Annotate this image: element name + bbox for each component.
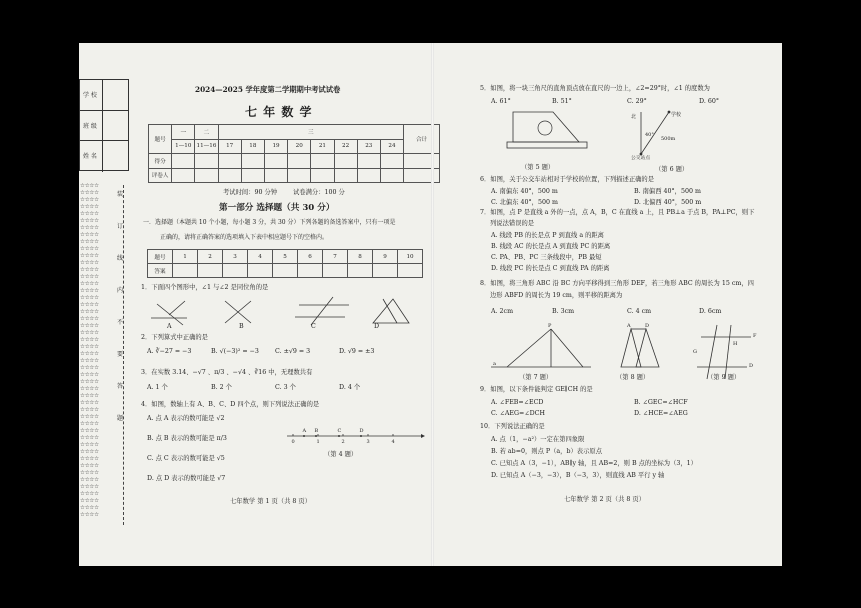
star-line: ☆☆☆☆: [80, 316, 99, 322]
answer-number-cell: 5: [273, 250, 298, 264]
question-number-cell: 20: [288, 139, 311, 154]
q9-option: A. ∠FEB=∠ECD: [491, 399, 544, 406]
star-line: ☆☆☆☆: [80, 253, 99, 259]
q8-option: B. 3cm: [552, 308, 575, 315]
grader-row-label: 评卷人: [149, 168, 172, 183]
star-line: ☆☆☆☆: [80, 435, 99, 441]
star-line: ☆☆☆☆: [80, 442, 99, 448]
answer-number-cell: 3: [223, 250, 248, 264]
seal-char: 订: [117, 223, 124, 230]
q5-figure: [507, 106, 587, 154]
axis-tick-label: 2: [341, 439, 345, 445]
q10-option: D. 已知点 A（−3，−3），B（−3，3），则直线 AB 平行 y 轴: [491, 472, 665, 479]
group-3: 三: [218, 125, 404, 140]
star-line: ☆☆☆☆: [80, 330, 99, 336]
star-line: ☆☆☆☆: [80, 260, 99, 266]
question-10: 10．下列说法正确的是: [480, 423, 545, 430]
question-number-cell: 11—16: [195, 139, 218, 154]
answer-number-cell: 8: [348, 250, 373, 264]
star-line: ☆☆☆☆: [80, 323, 99, 329]
star-line: ☆☆☆☆: [80, 337, 99, 343]
axis-tick-label: 0: [291, 439, 295, 445]
star-line: ☆☆☆☆: [80, 491, 99, 497]
q1-option: D: [374, 323, 380, 330]
question-7-cont: 列说法错误的是: [490, 220, 535, 227]
q1-option: A: [167, 323, 172, 330]
q8-figure-caption: （第 8 题）: [616, 374, 650, 381]
part1-instruction: 一．选择题（本题共 10 个小题，每小题 3 分，共 30 分）下列各题的备选答案中，只有一项是: [143, 219, 396, 226]
axis-tick-label: 1: [316, 439, 320, 445]
question-number-cell: 22: [334, 139, 357, 154]
q5-figure-caption: （第 5 题）: [521, 164, 555, 171]
question-number-cell: 24: [380, 139, 403, 154]
question-1: 1．下面四个图形中，∠1 与∠2 是同位角的是: [141, 284, 269, 291]
question-9: 9．如图，以下条件能判定 GE∥CH 的是: [480, 386, 593, 393]
question-2: 2．下列算式中正确的是: [141, 334, 208, 341]
seal-char: 线: [117, 255, 124, 262]
seal-char: 要: [117, 351, 124, 358]
page-fold: [431, 43, 434, 566]
exam-title: 2024—2025 学年度第二学期期中考试试卷: [195, 85, 341, 94]
q10-option: A. 点（1，−a²）一定在第四象限: [491, 436, 585, 443]
star-line: ☆☆☆☆: [80, 246, 99, 252]
q6-figure: [629, 106, 709, 158]
full-score: 试卷满分：100 分: [293, 189, 345, 196]
q7-q8-q9-figures: [491, 323, 771, 381]
q8-option: D. 6cm: [699, 308, 722, 315]
question-3: 3．在实数 3.14、−√7 、π/3 、−√4 、∛16 中，无理数共有: [141, 369, 313, 376]
score-row-label: 得分: [149, 154, 172, 169]
star-line: ☆☆☆☆: [80, 302, 99, 308]
star-line: ☆☆☆☆: [80, 393, 99, 399]
q10-option: B. 若 ab=0，则点 P（a，b）表示原点: [491, 448, 602, 455]
q4-figure-caption: （第 4 题）: [324, 451, 358, 458]
q9-option: D. ∠HCE=∠AEG: [634, 410, 688, 417]
exam-paper-photo: [79, 43, 782, 566]
star-line: ☆☆☆☆: [80, 505, 99, 511]
seal-char: 装: [117, 191, 124, 198]
star-line: ☆☆☆☆: [80, 414, 99, 420]
question-8-cont: 边形 ABFD 的周长为 19 cm，则平移的距离为: [490, 292, 623, 299]
answer-number-cell: 4: [248, 250, 273, 264]
star-line: ☆☆☆☆: [80, 484, 99, 490]
school-label: 学 校: [83, 92, 97, 99]
q6-option: B. 南偏西 40°，500 m: [634, 188, 701, 195]
subject-title: 七 年 数 学: [245, 105, 313, 119]
star-line: ☆☆☆☆: [80, 267, 99, 273]
svg-text:A: A: [627, 323, 631, 329]
question-7: 7．如图，点 P 是直线 a 外的一点，点 A，B，C 在直线 a 上，且 PB⊥a 于点 B，PA⊥PC，则下: [480, 209, 755, 216]
svg-text:a: a: [493, 361, 496, 367]
q9-option: C. ∠AEG=∠DCH: [491, 410, 545, 417]
q3-option: D. 4 个: [339, 384, 361, 391]
q5-option: D. 60°: [699, 98, 719, 105]
q2-option: C. ±√9 = 3: [275, 348, 311, 355]
star-line: ☆☆☆☆: [80, 498, 99, 504]
seal-char: 不: [117, 319, 124, 326]
part1-heading: 第一部分 选择题（共 30 分）: [219, 203, 335, 213]
q9-figure-caption: （第 9 题）: [707, 374, 741, 381]
star-line: ☆☆☆☆: [80, 463, 99, 469]
star-line: ☆☆☆☆: [80, 449, 99, 455]
q3-option: A. 1 个: [147, 384, 168, 391]
q2-option: B. √(−3)² = −3: [211, 348, 259, 355]
star-line: ☆☆☆☆: [80, 372, 99, 378]
svg-text:D: D: [749, 363, 754, 369]
star-line: ☆☆☆☆: [80, 400, 99, 406]
part1-instruction-2: 正确的，请将正确答案的选项填入下表中相应题号下的空格内。: [160, 234, 329, 241]
q5-option: A. 61°: [491, 98, 511, 105]
q8-option: A. 2cm: [491, 308, 514, 315]
star-line: ☆☆☆☆: [80, 477, 99, 483]
angle-label: 40°: [645, 132, 654, 138]
q7-option: C. PA、PB、PC 三条线段中，PB 最短: [491, 254, 602, 261]
svg-text:H: H: [733, 341, 738, 347]
question-number-cell: 1—10: [172, 139, 195, 154]
star-line: ☆☆☆☆: [80, 211, 99, 217]
seal-char: 答: [117, 383, 124, 390]
answer-number-cell: 9: [373, 250, 398, 264]
question-5: 5．如图，将一块三角尺的直角顶点放在直尺的一边上，∠2=29°时，∠1 的度数为: [480, 85, 710, 92]
star-line: ☆☆☆☆: [80, 386, 99, 392]
q4-option: B. 点 B 表示的数可能是 π/3: [147, 435, 227, 442]
axis-point-label: C: [337, 428, 342, 434]
name-label: 姓 名: [83, 153, 97, 161]
group-1: 一: [172, 125, 195, 140]
star-line: ☆☆☆☆: [80, 309, 99, 315]
answer-table: [147, 249, 423, 278]
group-2: 二: [195, 125, 218, 140]
class-label: 班 级: [83, 122, 97, 130]
star-line: ☆☆☆☆: [80, 204, 99, 210]
student-info-box: [79, 79, 129, 171]
q2-option: A. ∛−27 = −3: [147, 348, 192, 355]
page-1-footer: 七年数学 第 1 页（共 8 页）: [230, 498, 311, 505]
page-2-footer: 七年数学 第 2 页（共 8 页）: [564, 496, 645, 503]
q3-option: C. 3 个: [275, 384, 296, 391]
q6-figure-caption: （第 6 题）: [655, 166, 689, 173]
answer-number-cell: 7: [323, 250, 348, 264]
question-number-cell: 19: [264, 139, 287, 154]
star-line: ☆☆☆☆: [80, 197, 99, 203]
answer-number-cell: 6: [298, 250, 323, 264]
q4-option: A. 点 A 表示的数可能是 √2: [147, 415, 225, 422]
q3-option: B. 2 个: [211, 384, 232, 391]
axis-point: [303, 435, 305, 437]
axis-point-label: A: [302, 428, 307, 434]
question-6: 6．如图，关于公交车站相对于学校的位置，下列描述正确的是: [480, 176, 655, 183]
q7-option: B. 线段 AC 的长是点 A 到直线 PC 的距离: [491, 243, 611, 250]
q1-option: B: [239, 323, 244, 330]
star-line: ☆☆☆☆: [80, 288, 99, 294]
q4-number-line: [285, 426, 425, 446]
question-number-cell: 18: [241, 139, 264, 154]
q4-option: C. 点 C 表示的数可能是 √5: [147, 455, 225, 462]
q5-option: B. 51°: [552, 98, 572, 105]
star-line: ☆☆☆☆: [80, 295, 99, 301]
school-point-label: 学校: [671, 112, 682, 118]
distance-label: 500m: [661, 136, 676, 142]
star-line: ☆☆☆☆: [80, 428, 99, 434]
star-line: ☆☆☆☆: [80, 512, 99, 518]
star-line: ☆☆☆☆: [80, 190, 99, 196]
star-line: ☆☆☆☆: [80, 358, 99, 364]
question-number-cell: 17: [218, 139, 241, 154]
axis-point-label: D: [359, 428, 364, 434]
star-line: ☆☆☆☆: [80, 183, 99, 189]
score-table-header: 题号: [149, 125, 172, 154]
star-line: ☆☆☆☆: [80, 407, 99, 413]
star-line: ☆☆☆☆: [80, 351, 99, 357]
q4-option: D. 点 D 表示的数可能是 √7: [147, 475, 226, 482]
bus-stop-label: 公交站点: [631, 156, 651, 161]
svg-text:P: P: [548, 323, 552, 329]
axis-point: [360, 435, 362, 437]
q1-option: C: [311, 323, 316, 330]
question-8: 8．如图，将三角形 ABC 沿 BC 方向平移得到三角形 DEF，若三角形 ABC 的周长为 15 cm，四: [480, 280, 754, 287]
seal-char: 内: [117, 287, 124, 294]
q6-option: C. 北偏东 40°，500 m: [491, 199, 558, 206]
axis-tick-label: 3: [366, 439, 370, 445]
star-line: ☆☆☆☆: [80, 232, 99, 238]
svg-text:F: F: [753, 333, 757, 339]
star-line: ☆☆☆☆: [80, 218, 99, 224]
q8-option: C. 4 cm: [627, 308, 652, 315]
answer-number-cell: 10: [398, 250, 423, 264]
question-number-cell: 21: [311, 139, 334, 154]
axis-point: [315, 435, 317, 437]
total-header: 合计: [404, 125, 440, 154]
q6-option: A. 南偏东 40°，500 m: [491, 188, 558, 195]
question-4: 4．如图，数轴上有 A、B、C、D 四个点，则下列说法正确的是: [141, 401, 320, 408]
exam-time: 考试时间：90 分钟: [223, 189, 278, 196]
svg-text:G: G: [693, 349, 697, 355]
north-label: 北: [631, 114, 637, 120]
q7-option: D. 线段 PC 的长是点 C 到直线 PA 的距离: [491, 265, 610, 272]
svg-text:D: D: [645, 323, 650, 329]
axis-tick-label: 4: [391, 439, 395, 445]
star-line: ☆☆☆☆: [80, 225, 99, 231]
q2-option: D. √9 = ±3: [339, 348, 375, 355]
q7-option: A. 线段 PB 的长是点 P 到直线 a 的距离: [491, 232, 604, 239]
answer-number-cell: 2: [198, 250, 223, 264]
axis-point-label: B: [314, 428, 319, 434]
answer-number-cell: 题号: [148, 250, 173, 264]
star-line: ☆☆☆☆: [80, 456, 99, 462]
answer-row-label: 答案: [148, 264, 173, 278]
q5-option: C. 29°: [627, 98, 647, 105]
axis-point: [338, 435, 340, 437]
q9-option: B. ∠GEC=∠HCF: [634, 399, 688, 406]
score-table: [148, 124, 440, 183]
q6-option: D. 北偏西 40°，500 m: [634, 199, 702, 206]
q10-option: C. 已知点 A（3，−1），AB∥y 轴，且 AB=2，则 B 点的坐标为（3，1）: [491, 460, 697, 467]
binding-line: [123, 185, 124, 525]
star-line: ☆☆☆☆: [80, 365, 99, 371]
star-line: ☆☆☆☆: [80, 239, 99, 245]
star-line: ☆☆☆☆: [80, 421, 99, 427]
star-line: ☆☆☆☆: [80, 379, 99, 385]
star-line: ☆☆☆☆: [80, 470, 99, 476]
seal-char: 题: [117, 415, 124, 422]
star-line: ☆☆☆☆: [80, 281, 99, 287]
q7-figure-caption: （第 7 题）: [519, 374, 553, 381]
star-line: ☆☆☆☆: [80, 274, 99, 280]
question-number-cell: 23: [357, 139, 380, 154]
star-line: ☆☆☆☆: [80, 344, 99, 350]
answer-number-cell: 1: [173, 250, 198, 264]
